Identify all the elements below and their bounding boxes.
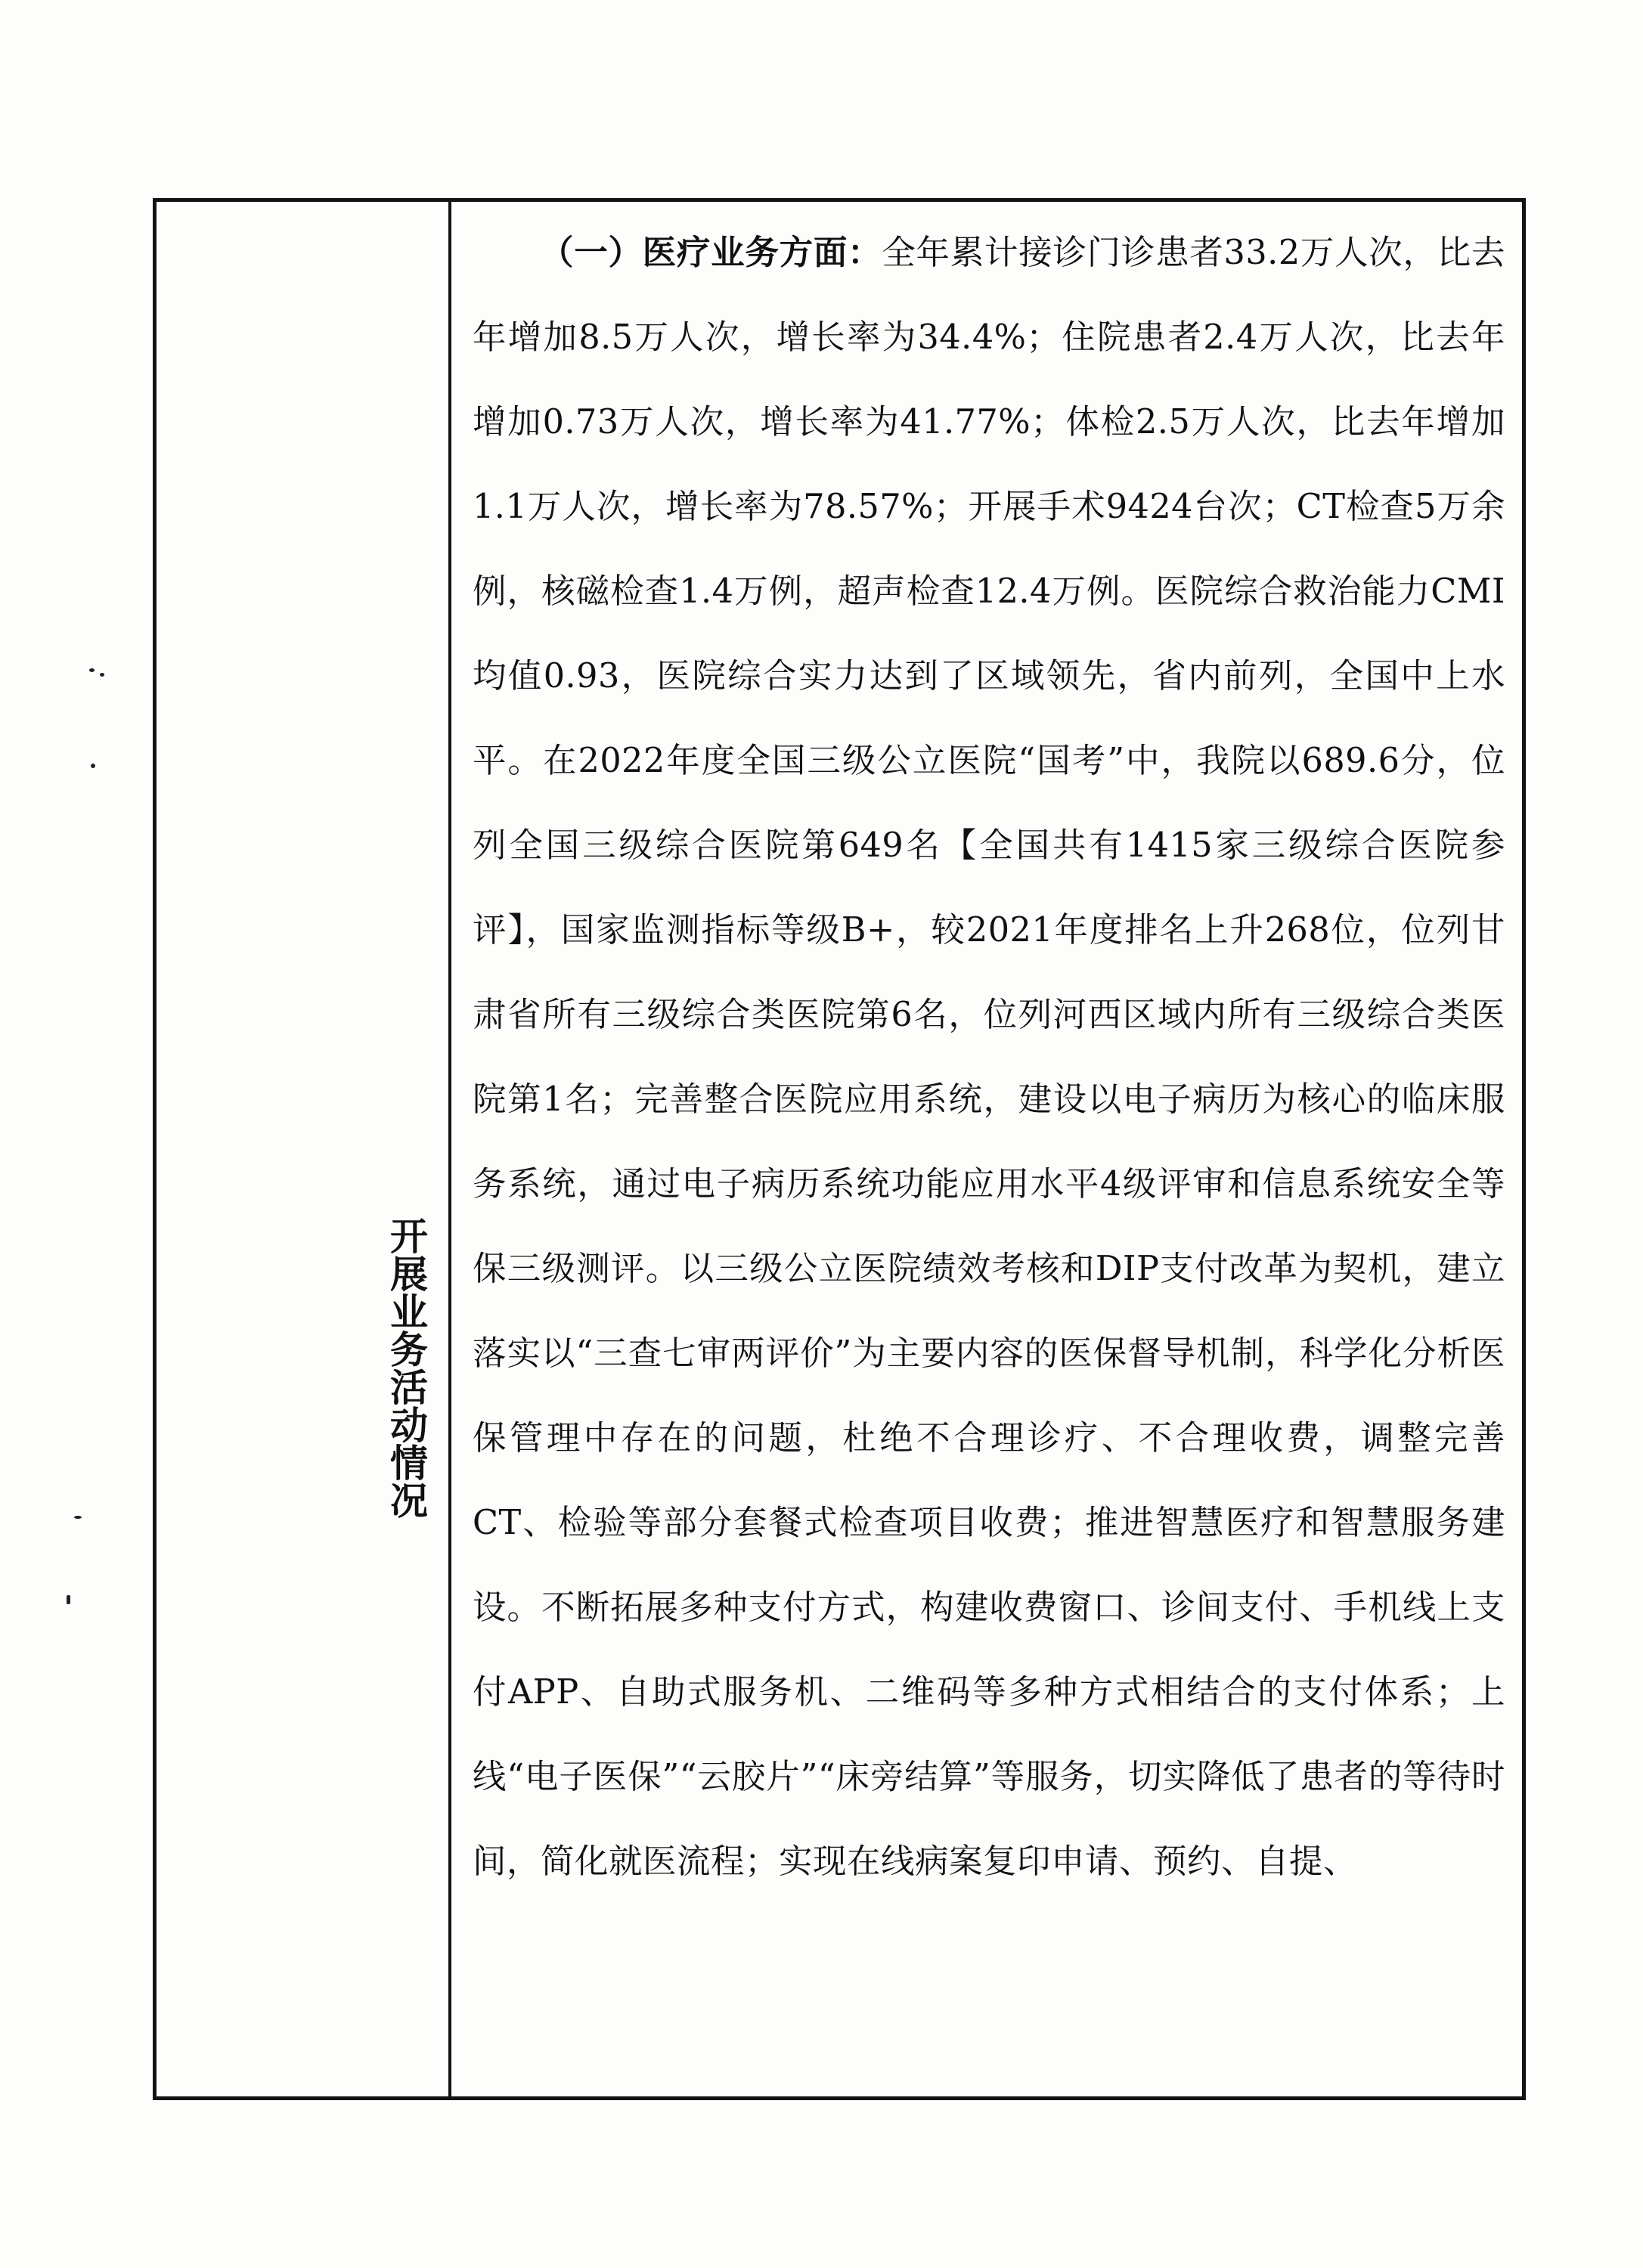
content-body: 全年累计接诊门诊患者33.2万人次，比去年增加8.5万人次，增长率为34.4%；住院患者2.4万人次，比去年增加0.73万人次，增长率为41.77%；体检2.5万人次，比去年增加1.1万人次，增长率为78.57%；开展手术9424台次；CT检查5万余例，核磁检查1.4万例，超声检查12.4万例。医院综合救治能力CMI均值0.93，医院综合实力达到了区域领先，省内前列，全国中上水平。在2022年度全国三级公立医院“国考”中，我院以689.6分，位列全国三级综合医院第649名【全国共有1415家三级综合医院参评】，国家监测指标等级B+，较2021年度排名上升268位，位列甘肃省所有三级综合类医院第6名，位列河西区域内所有三级综合类医院第1名；完善整合医院应用系统，建设以电子病历为核心的临床服务系统，通过电子病历系统功能应用水平4级评审和信息系统安全等保三级测评。以三级公立医院绩效考核和DIP支付改革为契机，建立落实以“三查七审两评价”为主要内容的医保督导机制，科学化分析医保管理中存在的问题，杜绝不合理诊疗、不合理收费，调整完善CT、检验等部分套餐式检查项目收费；推进智慧医疗和智慧服务建设。不断拓展多种支付方式，构建收费窗口、诊间支付、手机线上支付APP、自助式服务机、二维码等多种方式相结合的支付体系；上线“电子医保”“云胶片”“床旁结算”等服务，切实降低了患者的等待时间，简化就医流程；实现在线病案复印申请、预约、自提、	[473, 234, 1505, 1881]
content-paragraph	[473, 211, 1505, 1904]
row-label-cell	[157, 202, 451, 2096]
scan-speck	[67, 1595, 70, 1604]
scan-speck	[91, 764, 95, 768]
row-content-cell	[451, 202, 1522, 2096]
scan-speck	[89, 668, 95, 672]
section-heading: （一）医疗业务方面：	[540, 234, 882, 272]
report-table	[153, 198, 1526, 2100]
scan-speck	[100, 673, 104, 677]
scan-speck	[74, 1516, 82, 1519]
row-label: 开展业务活动情况	[384, 1216, 428, 1519]
